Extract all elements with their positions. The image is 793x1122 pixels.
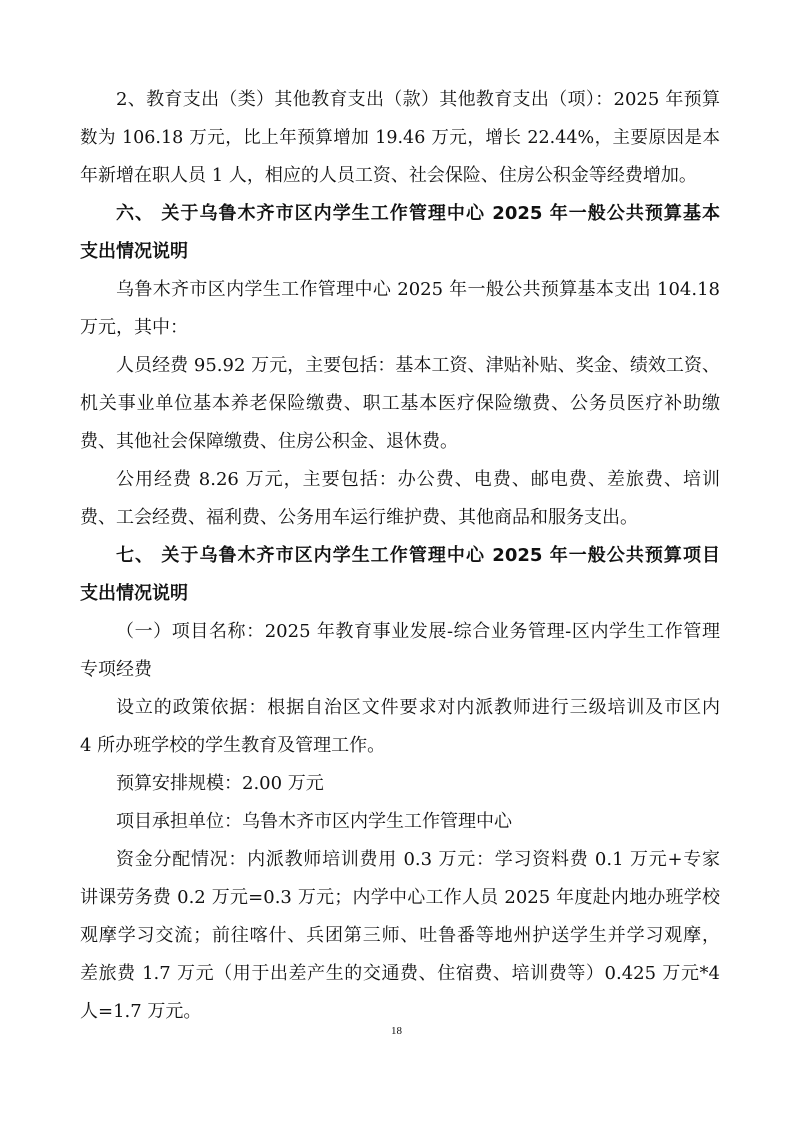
paragraph-line: 机关事业单位基本养老保险缴费、职工基本医疗保险缴费、公务员医疗补助缴: [80, 393, 720, 414]
paragraph-line: 预算安排规模：2.00 万元: [116, 773, 324, 794]
paragraph-line: 万元，其中：: [80, 317, 188, 338]
section-heading: 支出情况说明: [80, 583, 188, 604]
paragraph-line: 4 所办班学校的学生教育及管理工作。: [80, 735, 386, 756]
paragraph-line: 人员经费 95.92 万元，主要包括：基本工资、津贴补贴、奖金、绩效工资、: [116, 355, 720, 376]
paragraph-line: 数为 106.18 万元，比上年预算增加 19.46 万元，增长 22.44%，主要原因是本: [80, 128, 720, 148]
paragraph-line: 差旅费 1.7 万元（用于出差产生的交通费、住宿费、培训费等）0.425 万元*4: [80, 963, 720, 984]
paragraph-line: 乌鲁木齐市区内学生工作管理中心 2025 年一般公共预算基本支出 104.18: [116, 279, 720, 300]
page-number: 18: [391, 1025, 402, 1037]
paragraph-line: 观摩学习交流；前往喀什、兵团第三师、吐鲁番等地州护送学生并学习观摩，: [80, 925, 720, 946]
paragraph-line: 项目承担单位：乌鲁木齐市区内学生工作管理中心: [116, 811, 512, 832]
paragraph-line: （一）项目名称：2025 年教育事业发展-综合业务管理-区内学生工作管理: [116, 621, 720, 642]
paragraph-line: 2、教育支出（类）其他教育支出（款）其他教育支出（项）：2025 年预算: [116, 89, 720, 110]
paragraph-line: 费、其他社会保障缴费、住房公积金、退休费。: [80, 431, 458, 452]
section-heading: 六、 关于乌鲁木齐市区内学生工作管理中心 2025 年一般公共预算基本: [116, 203, 720, 224]
section-heading: 七、 关于乌鲁木齐市区内学生工作管理中心 2025 年一般公共预算项目: [116, 545, 720, 566]
paragraph-line: 设立的政策依据：根据自治区文件要求对内派教师进行三级培训及市区内: [116, 697, 720, 718]
paragraph-line: 人=1.7 万元。: [80, 1001, 202, 1022]
paragraph-line: 讲课劳务费 0.2 万元=0.3 万元；内学中心工作人员 2025 年度赴内地办班学校: [80, 887, 720, 908]
paragraph-line: 公用经费 8.26 万元，主要包括：办公费、电费、邮电费、差旅费、培训: [116, 469, 720, 490]
paragraph-line: 资金分配情况：内派教师培训费用 0.3 万元：学习资料费 0.1 万元+专家: [116, 849, 720, 870]
paragraph-line: 费、工会经费、福利费、公务用车运行维护费、其他商品和服务支出。: [80, 507, 638, 528]
paragraph-line: 专项经费: [80, 659, 152, 680]
section-heading: 支出情况说明: [80, 241, 188, 262]
paragraph-line: 年新增在职人员 1 人，相应的人员工资、社会保险、住房公积金等经费增加。: [80, 165, 697, 186]
